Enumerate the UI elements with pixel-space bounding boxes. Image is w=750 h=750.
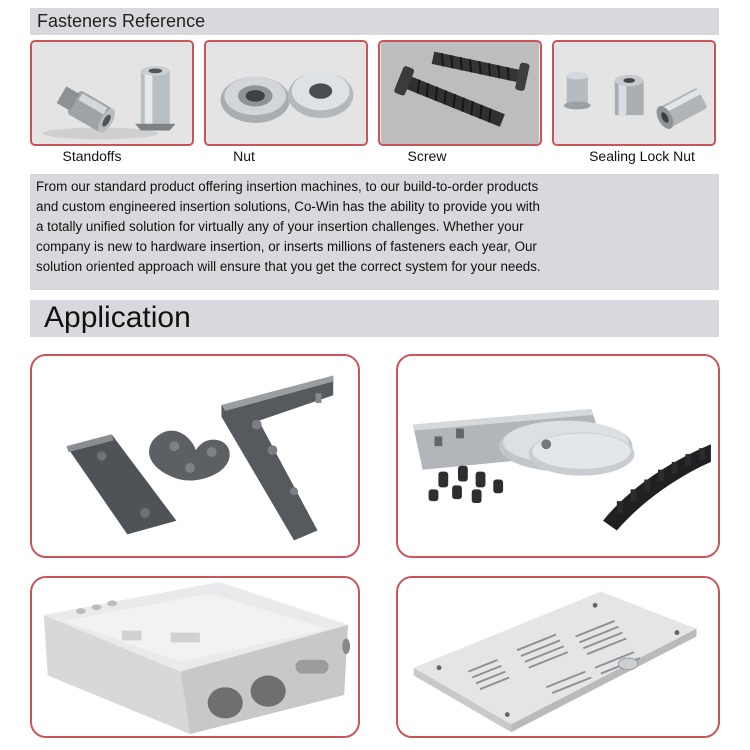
application-title: Application	[44, 301, 191, 334]
description-line: a totally unified solution for virtually any of your insertion challenges. Whether your	[36, 219, 524, 234]
standoffs-label: Standoffs	[62, 148, 122, 164]
screw-label: Screw	[407, 148, 447, 164]
application-image-brackets	[30, 354, 360, 558]
application-banner	[30, 300, 719, 337]
description-line: company is new to hardware insertion, or inserts millions of fasteners each year, Our	[36, 239, 537, 254]
description-line: solution oriented approach will ensure that you get the correct system for your needs.	[36, 259, 541, 274]
description-block	[30, 174, 719, 290]
description-line: From our standard product offering insertion machines, to our build-to-order products	[36, 179, 539, 194]
sealing-lock-nut-label: Sealing Lock Nut	[589, 148, 695, 164]
nut-image	[204, 40, 368, 146]
nut-label: Nut	[233, 148, 255, 164]
description-line: and custom engineered insertion solutions, Co-Win has the ability to provide you with	[36, 199, 540, 214]
standoffs-image	[30, 40, 194, 146]
application-image-cover-plate	[396, 576, 720, 738]
screw-image	[378, 40, 542, 146]
application-image-plates	[396, 354, 720, 558]
fasteners-reference-banner	[30, 8, 719, 35]
fasteners-reference-title: Fasteners Reference	[37, 11, 206, 31]
application-image-chassis-tray	[30, 576, 360, 738]
sealing-lock-nut-image	[552, 40, 716, 146]
